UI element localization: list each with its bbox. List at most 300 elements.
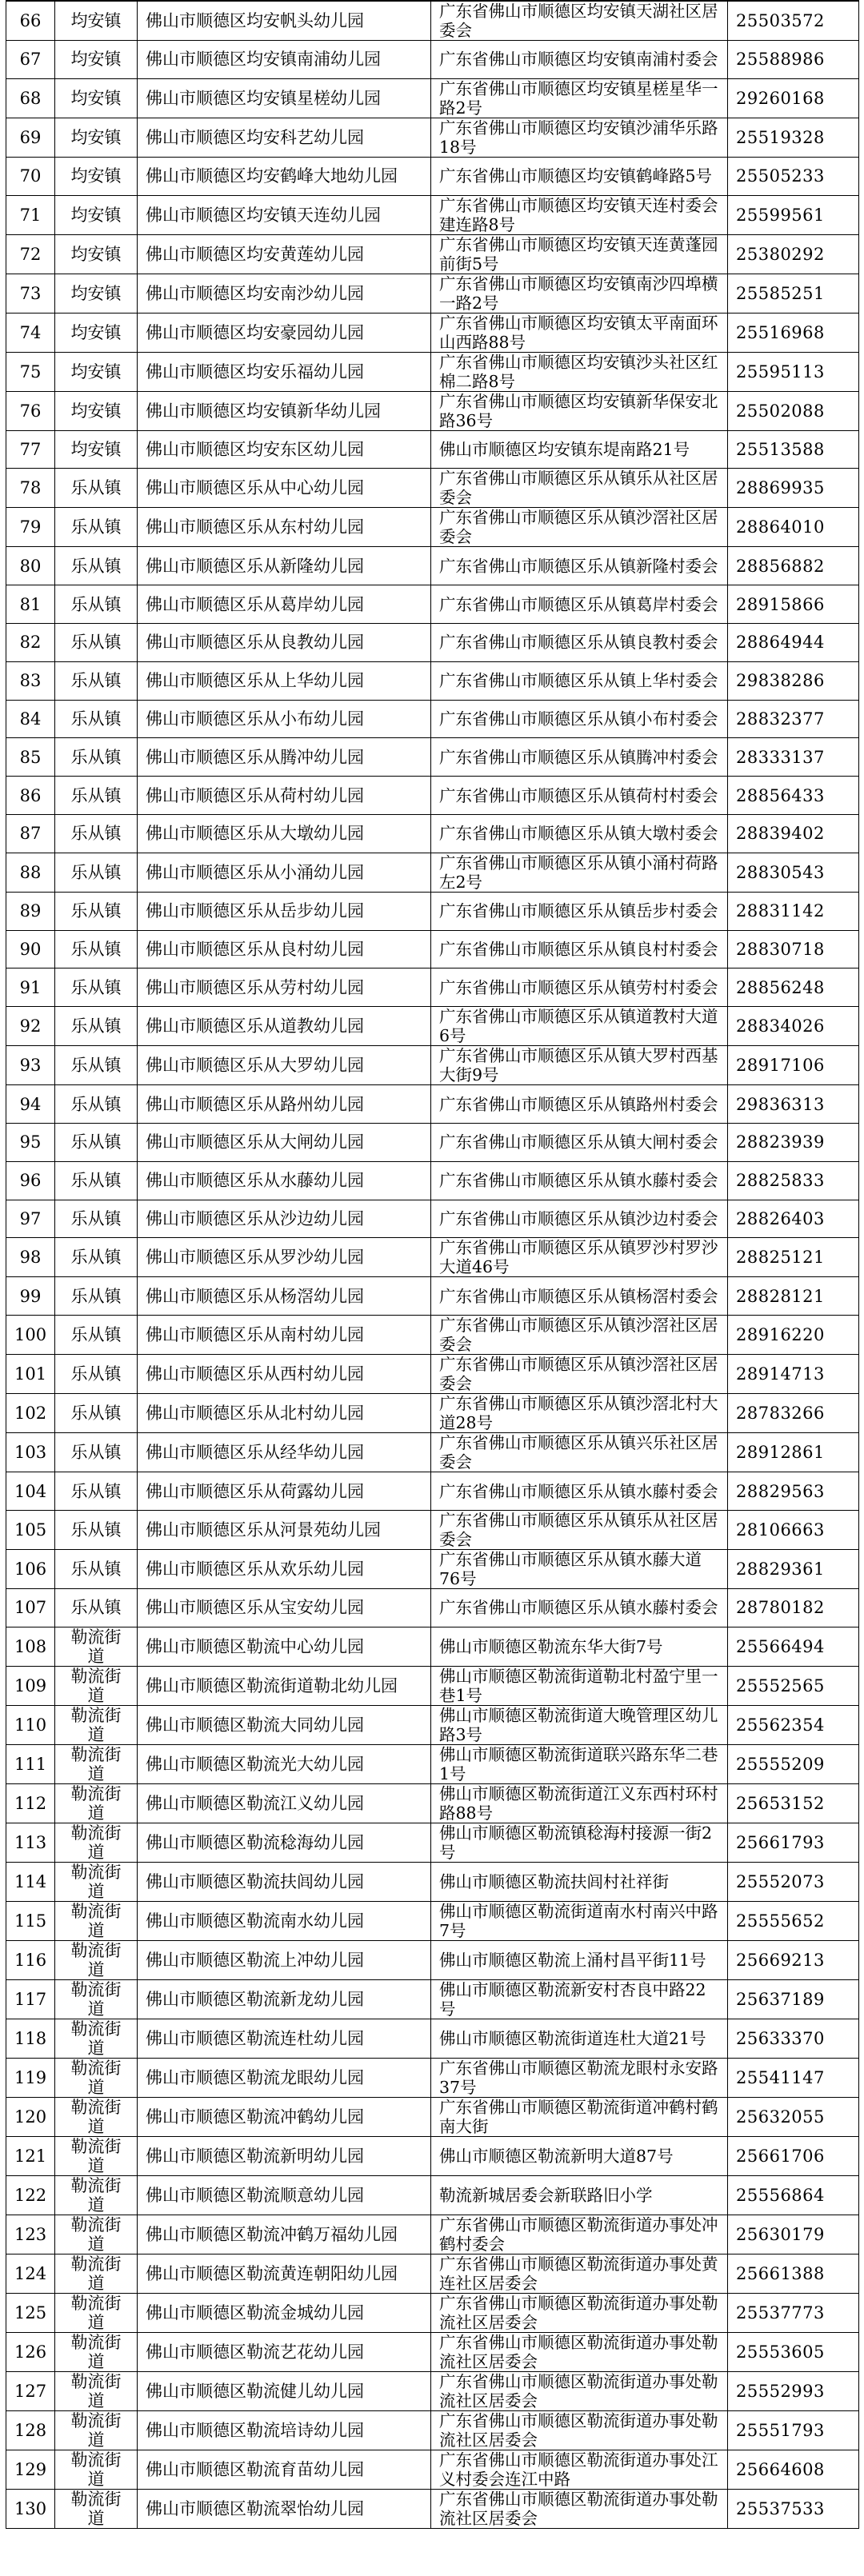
row-number: 96 (6, 1161, 55, 1200)
phone-cell: 28834026 (728, 1007, 859, 1046)
row-number: 106 (6, 1549, 55, 1588)
town-cell: 乐从镇 (55, 1046, 138, 1085)
table-row (6, 1472, 859, 1511)
row-number: 71 (6, 195, 55, 234)
row-number: 76 (6, 391, 55, 430)
table-row (6, 1277, 859, 1316)
table-row (6, 777, 859, 815)
town-cell: 勒流街道 (55, 2293, 138, 2332)
row-number: 120 (6, 2097, 55, 2136)
table-row (6, 391, 859, 430)
town-cell: 乐从镇 (55, 1085, 138, 1124)
kindergarten-name-cell: 佛山市顺德区乐从荷村幼儿园 (138, 777, 431, 815)
row-number: 74 (6, 313, 55, 352)
phone-cell: 28915866 (728, 585, 859, 624)
row-number: 91 (6, 968, 55, 1007)
table-row (6, 1085, 859, 1124)
row-number: 79 (6, 508, 55, 547)
row-number: 127 (6, 2371, 55, 2410)
row-number: 92 (6, 1007, 55, 1046)
town-cell: 勒流街道 (55, 2332, 138, 2371)
table-row (6, 1862, 859, 1901)
row-number: 112 (6, 1783, 55, 1823)
table-row (6, 157, 859, 195)
row-number: 75 (6, 352, 55, 391)
town-cell: 乐从镇 (55, 1588, 138, 1627)
row-number: 93 (6, 1046, 55, 1085)
table-row (6, 1901, 859, 1940)
row-number: 88 (6, 853, 55, 892)
phone-cell: 25633370 (728, 2019, 859, 2058)
table-row (6, 2450, 859, 2489)
table-row (6, 2136, 859, 2175)
row-number: 97 (6, 1200, 55, 1238)
address-cell: 广东省佛山市顺德区乐从镇水藤村委会 (431, 1588, 728, 1627)
row-number: 67 (6, 41, 55, 79)
town-cell: 乐从镇 (55, 738, 138, 777)
table-row (6, 700, 859, 738)
kindergarten-name-cell: 佛山市顺德区均安帆头幼儿园 (138, 1, 431, 41)
table-row (6, 1823, 859, 1862)
town-cell: 乐从镇 (55, 547, 138, 585)
address-cell: 广东省佛山市顺德区均安镇天湖社区居委会 (431, 1, 728, 41)
table-row (6, 1549, 859, 1588)
phone-cell: 25588986 (728, 41, 859, 79)
row-number: 78 (6, 469, 55, 508)
phone-cell: 28839402 (728, 814, 859, 853)
row-number: 86 (6, 777, 55, 815)
row-number: 95 (6, 1123, 55, 1161)
town-cell: 乐从镇 (55, 968, 138, 1007)
address-cell: 广东省佛山市顺德区乐从镇乐从社区居委会 (431, 469, 728, 508)
phone-cell: 28864944 (728, 623, 859, 661)
kindergarten-name-cell: 佛山市顺德区勒流连杜幼儿园 (138, 2019, 431, 2058)
table-row (6, 2097, 859, 2136)
address-cell: 广东省佛山市顺德区乐从镇良教村委会 (431, 623, 728, 661)
phone-cell: 29838286 (728, 661, 859, 700)
row-number: 119 (6, 2058, 55, 2097)
row-number: 124 (6, 2254, 55, 2293)
address-cell: 佛山市顺德区勒流上涌村昌平街11号 (431, 1940, 728, 1979)
town-cell: 勒流街道 (55, 1862, 138, 1901)
address-cell: 广东省佛山市顺德区乐从镇沙边村委会 (431, 1200, 728, 1238)
phone-cell: 29260168 (728, 78, 859, 118)
address-cell: 广东省佛山市顺德区乐从镇劳村村委会 (431, 968, 728, 1007)
row-number: 90 (6, 930, 55, 968)
row-number: 68 (6, 78, 55, 118)
address-cell: 广东省佛山市顺德区乐从镇大罗村西基大街9号 (431, 1046, 728, 1085)
address-cell: 佛山市顺德区勒流新安村杏良中路22号 (431, 1979, 728, 2019)
town-cell: 勒流街道 (55, 1705, 138, 1744)
table-row (6, 1123, 859, 1161)
address-cell: 广东省佛山市顺德区勒流街道办事处勒流社区居委会 (431, 2489, 728, 2528)
phone-cell: 25661388 (728, 2254, 859, 2293)
kindergarten-name-cell: 佛山市顺德区乐从大闸幼儿园 (138, 1123, 431, 1161)
kindergarten-name-cell: 佛山市顺德区均安乐福幼儿园 (138, 352, 431, 391)
town-cell: 勒流街道 (55, 2175, 138, 2215)
town-cell: 均安镇 (55, 274, 138, 313)
row-number: 123 (6, 2215, 55, 2254)
town-cell: 乐从镇 (55, 508, 138, 547)
town-cell: 勒流街道 (55, 1823, 138, 1862)
address-cell: 佛山市顺德区勒流扶闾村社祥街 (431, 1862, 728, 1901)
phone-cell: 28831142 (728, 892, 859, 930)
address-cell: 广东省佛山市顺德区乐从镇水藤村委会 (431, 1472, 728, 1511)
kindergarten-name-cell: 佛山市顺德区乐从道教幼儿园 (138, 1007, 431, 1046)
address-cell: 勒流新城居委会新联路旧小学 (431, 2175, 728, 2215)
town-cell: 勒流街道 (55, 1627, 138, 1666)
kindergarten-name-cell: 佛山市顺德区勒流新明幼儿园 (138, 2136, 431, 2175)
address-cell: 广东省佛山市顺德区均安镇沙浦华乐路18号 (431, 118, 728, 157)
phone-cell: 28832377 (728, 700, 859, 738)
kindergarten-name-cell: 佛山市顺德区勒流街道勒北幼儿园 (138, 1666, 431, 1705)
address-cell: 广东省佛山市顺德区乐从镇新隆村委会 (431, 547, 728, 585)
row-number: 70 (6, 157, 55, 195)
address-cell: 广东省佛山市顺德区勒流街道办事处黄连社区居委会 (431, 2254, 728, 2293)
phone-cell: 25630179 (728, 2215, 859, 2254)
phone-cell: 28856433 (728, 777, 859, 815)
phone-cell: 25519328 (728, 118, 859, 157)
address-cell: 广东省佛山市顺德区勒流街道冲鹤村鹤南大街 (431, 2097, 728, 2136)
phone-cell: 25537773 (728, 2293, 859, 2332)
address-cell: 广东省佛山市顺德区均安镇新华保安北路36号 (431, 391, 728, 430)
town-cell: 乐从镇 (55, 1238, 138, 1277)
kindergarten-name-cell: 佛山市顺德区均安镇星槎幼儿园 (138, 78, 431, 118)
phone-cell: 25632055 (728, 2097, 859, 2136)
address-cell: 广东省佛山市顺德区乐从镇荷村村委会 (431, 777, 728, 815)
town-cell: 均安镇 (55, 157, 138, 195)
table-row (6, 1238, 859, 1277)
table-row (6, 41, 859, 79)
town-cell: 勒流街道 (55, 2136, 138, 2175)
row-number: 116 (6, 1940, 55, 1979)
address-cell: 广东省佛山市顺德区勒流街道办事处勒流社区居委会 (431, 2410, 728, 2450)
address-cell: 广东省佛山市顺德区均安镇太平南面环山西路88号 (431, 313, 728, 352)
kindergarten-name-cell: 佛山市顺德区均安科艺幼儿园 (138, 118, 431, 157)
town-cell: 乐从镇 (55, 661, 138, 700)
address-cell: 广东省佛山市顺德区均安镇沙头社区红棉二路8号 (431, 352, 728, 391)
table-row (6, 2175, 859, 2215)
row-number: 125 (6, 2293, 55, 2332)
phone-cell: 28830543 (728, 853, 859, 892)
phone-cell: 28783266 (728, 1394, 859, 1433)
address-cell: 广东省佛山市顺德区乐从镇路州村委会 (431, 1085, 728, 1124)
town-cell: 勒流街道 (55, 2058, 138, 2097)
row-number: 117 (6, 1979, 55, 2019)
table-row (6, 2058, 859, 2097)
kindergarten-name-cell: 佛山市顺德区均安镇新华幼儿园 (138, 391, 431, 430)
kindergarten-name-cell: 佛山市顺德区勒流稔海幼儿园 (138, 1823, 431, 1862)
address-cell: 广东省佛山市顺德区均安镇南浦村委会 (431, 41, 728, 79)
phone-cell: 28856248 (728, 968, 859, 1007)
row-number: 129 (6, 2450, 55, 2489)
town-cell: 乐从镇 (55, 1007, 138, 1046)
row-number: 128 (6, 2410, 55, 2450)
address-cell: 佛山市顺德区勒流街道勒北村盈宁里一巷1号 (431, 1666, 728, 1705)
town-cell: 均安镇 (55, 41, 138, 79)
town-cell: 勒流街道 (55, 1666, 138, 1705)
town-cell: 乐从镇 (55, 814, 138, 853)
town-cell: 均安镇 (55, 195, 138, 234)
table-row (6, 585, 859, 624)
kindergarten-name-cell: 佛山市顺德区勒流大同幼儿园 (138, 1705, 431, 1744)
kindergarten-name-cell: 佛山市顺德区乐从葛岸幼儿园 (138, 585, 431, 624)
phone-cell: 25552565 (728, 1666, 859, 1705)
town-cell: 乐从镇 (55, 1161, 138, 1200)
address-cell: 广东省佛山市顺德区乐从镇罗沙村罗沙大道46号 (431, 1238, 728, 1277)
address-cell: 广东省佛山市顺德区乐从镇沙滘社区居委会 (431, 1355, 728, 1394)
town-cell: 勒流街道 (55, 2410, 138, 2450)
town-cell: 均安镇 (55, 118, 138, 157)
phone-cell: 28333137 (728, 738, 859, 777)
town-cell: 乐从镇 (55, 700, 138, 738)
address-cell: 佛山市顺德区均安镇东堤南路21号 (431, 430, 728, 469)
row-number: 73 (6, 274, 55, 313)
address-cell: 佛山市顺德区勒流街道大晚管理区幼儿路3号 (431, 1705, 728, 1744)
address-cell: 广东省佛山市顺德区乐从镇乐从社区居委会 (431, 1510, 728, 1549)
kindergarten-name-cell: 佛山市顺德区勒流健儿幼儿园 (138, 2371, 431, 2410)
address-cell: 广东省佛山市顺德区均安镇鹤峰路5号 (431, 157, 728, 195)
address-cell: 佛山市顺德区勒流街道江义东西村环村路88号 (431, 1783, 728, 1823)
row-number: 108 (6, 1627, 55, 1666)
kindergarten-name-cell: 佛山市顺德区乐从岳步幼儿园 (138, 892, 431, 930)
address-cell: 广东省佛山市顺德区乐从镇腾冲村委会 (431, 738, 728, 777)
table-row (6, 1783, 859, 1823)
town-cell: 勒流街道 (55, 2215, 138, 2254)
kindergarten-name-cell: 佛山市顺德区乐从经华幼儿园 (138, 1433, 431, 1472)
address-cell: 广东省佛山市顺德区均安镇星槎星华一路2号 (431, 78, 728, 118)
phone-cell: 25380292 (728, 234, 859, 274)
phone-cell: 25556864 (728, 2175, 859, 2215)
table-row (6, 547, 859, 585)
town-cell: 乐从镇 (55, 930, 138, 968)
table-row (6, 2254, 859, 2293)
phone-cell: 25516968 (728, 313, 859, 352)
kindergarten-name-cell: 佛山市顺德区乐从沙边幼儿园 (138, 1200, 431, 1238)
town-cell: 乐从镇 (55, 1123, 138, 1161)
address-cell: 广东省佛山市顺德区均安镇天连黄蓬园前街5号 (431, 234, 728, 274)
kindergarten-name-cell: 佛山市顺德区乐从北村幼儿园 (138, 1394, 431, 1433)
table-row (6, 1744, 859, 1783)
kindergarten-name-cell: 佛山市顺德区勒流光大幼儿园 (138, 1744, 431, 1783)
phone-cell: 28829563 (728, 1472, 859, 1511)
row-number: 98 (6, 1238, 55, 1277)
kindergarten-name-cell: 佛山市顺德区勒流冲鹤万福幼儿园 (138, 2215, 431, 2254)
row-number: 66 (6, 1, 55, 41)
address-cell: 广东省佛山市顺德区勒流街道办事处勒流社区居委会 (431, 2293, 728, 2332)
town-cell: 乐从镇 (55, 1472, 138, 1511)
kindergarten-name-cell: 佛山市顺德区乐从路州幼儿园 (138, 1085, 431, 1124)
table-row (6, 2019, 859, 2058)
row-number: 105 (6, 1510, 55, 1549)
kindergarten-name-cell: 佛山市顺德区勒流江义幼儿园 (138, 1783, 431, 1823)
town-cell: 均安镇 (55, 391, 138, 430)
phone-cell: 28864010 (728, 508, 859, 547)
table-row (6, 2293, 859, 2332)
kindergarten-name-cell: 佛山市顺德区乐从水藤幼儿园 (138, 1161, 431, 1200)
address-cell: 广东省佛山市顺德区乐从镇沙滘社区居委会 (431, 508, 728, 547)
phone-cell: 25552073 (728, 1862, 859, 1901)
table-row (6, 1007, 859, 1046)
phone-cell: 25669213 (728, 1940, 859, 1979)
table-row (6, 2371, 859, 2410)
phone-cell: 25553605 (728, 2332, 859, 2371)
kindergarten-roster-table (6, 0, 859, 2529)
town-cell: 均安镇 (55, 430, 138, 469)
kindergarten-name-cell: 佛山市顺德区勒流上冲幼儿园 (138, 1940, 431, 1979)
town-cell: 勒流街道 (55, 1783, 138, 1823)
kindergarten-name-cell: 佛山市顺德区勒流新龙幼儿园 (138, 1979, 431, 2019)
kindergarten-name-cell: 佛山市顺德区乐从腾冲幼儿园 (138, 738, 431, 777)
row-number: 72 (6, 234, 55, 274)
table-row (6, 853, 859, 892)
town-cell: 勒流街道 (55, 2019, 138, 2058)
address-cell: 广东省佛山市顺德区乐从镇上华村委会 (431, 661, 728, 700)
town-cell: 均安镇 (55, 352, 138, 391)
phone-cell: 25661793 (728, 1823, 859, 1862)
row-number: 122 (6, 2175, 55, 2215)
row-number: 118 (6, 2019, 55, 2058)
table-row (6, 1705, 859, 1744)
address-cell: 佛山市顺德区勒流新明大道87号 (431, 2136, 728, 2175)
town-cell: 乐从镇 (55, 777, 138, 815)
table-row (6, 1394, 859, 1433)
table-row (6, 930, 859, 968)
row-number: 121 (6, 2136, 55, 2175)
table-row (6, 814, 859, 853)
kindergarten-name-cell: 佛山市顺德区勒流金城幼儿园 (138, 2293, 431, 2332)
kindergarten-name-cell: 佛山市顺德区勒流南水幼儿园 (138, 1901, 431, 1940)
row-number: 110 (6, 1705, 55, 1744)
kindergarten-name-cell: 佛山市顺德区均安鹤峰大地幼儿园 (138, 157, 431, 195)
kindergarten-name-cell: 佛山市顺德区均安黄莲幼儿园 (138, 234, 431, 274)
address-cell: 佛山市顺德区勒流街道联兴路东华二巷1号 (431, 1744, 728, 1783)
kindergarten-name-cell: 佛山市顺德区乐从西村幼儿园 (138, 1355, 431, 1394)
row-number: 115 (6, 1901, 55, 1940)
phone-cell: 28869935 (728, 469, 859, 508)
address-cell: 佛山市顺德区勒流街道连杜大道21号 (431, 2019, 728, 2058)
table-row (6, 274, 859, 313)
phone-cell: 25585251 (728, 274, 859, 313)
kindergarten-name-cell: 佛山市顺德区均安南沙幼儿园 (138, 274, 431, 313)
phone-cell: 28828121 (728, 1277, 859, 1316)
table-row (6, 313, 859, 352)
phone-cell: 28830718 (728, 930, 859, 968)
row-number: 104 (6, 1472, 55, 1511)
kindergarten-name-cell: 佛山市顺德区勒流培诗幼儿园 (138, 2410, 431, 2450)
phone-cell: 28780182 (728, 1588, 859, 1627)
address-cell: 广东省佛山市顺德区勒流街道办事处勒流社区居委会 (431, 2371, 728, 2410)
address-cell: 广东省佛山市顺德区乐从镇岳步村委会 (431, 892, 728, 930)
kindergarten-name-cell: 佛山市顺德区乐从中心幼儿园 (138, 469, 431, 508)
town-cell: 乐从镇 (55, 1433, 138, 1472)
row-number: 84 (6, 700, 55, 738)
address-cell: 广东省佛山市顺德区乐从镇杨滘村委会 (431, 1277, 728, 1316)
town-cell: 均安镇 (55, 78, 138, 118)
kindergarten-name-cell: 佛山市顺德区乐从小涌幼儿园 (138, 853, 431, 892)
address-cell: 广东省佛山市顺德区勒流街道办事处江义村委会连江中路 (431, 2450, 728, 2489)
phone-cell: 25664608 (728, 2450, 859, 2489)
phone-cell: 25562354 (728, 1705, 859, 1744)
town-cell: 勒流街道 (55, 1979, 138, 2019)
address-cell: 广东省佛山市顺德区乐从镇良村村委会 (431, 930, 728, 968)
kindergarten-name-cell: 佛山市顺德区乐从河景苑幼儿园 (138, 1510, 431, 1549)
table-row (6, 1200, 859, 1238)
table-row (6, 2332, 859, 2371)
table-row (6, 738, 859, 777)
phone-cell: 28106663 (728, 1510, 859, 1549)
kindergarten-name-cell: 佛山市顺德区乐从劳村幼儿园 (138, 968, 431, 1007)
town-cell: 勒流街道 (55, 1940, 138, 1979)
address-cell: 广东省佛山市顺德区均安镇天连村委会建连路8号 (431, 195, 728, 234)
town-cell: 乐从镇 (55, 1510, 138, 1549)
table-row (6, 352, 859, 391)
phone-cell: 29836313 (728, 1085, 859, 1124)
kindergarten-name-cell: 佛山市顺德区均安镇南浦幼儿园 (138, 41, 431, 79)
town-cell: 勒流街道 (55, 2254, 138, 2293)
kindergarten-name-cell: 佛山市顺德区乐从杨滘幼儿园 (138, 1277, 431, 1316)
table-row (6, 1588, 859, 1627)
kindergarten-name-cell: 佛山市顺德区乐从小布幼儿园 (138, 700, 431, 738)
phone-cell: 25555652 (728, 1901, 859, 1940)
kindergarten-name-cell: 佛山市顺德区均安豪园幼儿园 (138, 313, 431, 352)
phone-cell: 28823939 (728, 1123, 859, 1161)
table-row (6, 1666, 859, 1705)
phone-cell: 25503572 (728, 1, 859, 41)
town-cell: 乐从镇 (55, 1394, 138, 1433)
phone-cell: 25653152 (728, 1783, 859, 1823)
phone-cell: 25552993 (728, 2371, 859, 2410)
row-number: 114 (6, 1862, 55, 1901)
address-cell: 广东省佛山市顺德区勒流街道办事处冲鹤村委会 (431, 2215, 728, 2254)
town-cell: 勒流街道 (55, 2450, 138, 2489)
phone-cell: 25513588 (728, 430, 859, 469)
address-cell: 佛山市顺德区勒流街道南水村南兴中路7号 (431, 1901, 728, 1940)
phone-cell: 25537533 (728, 2489, 859, 2528)
phone-cell: 25595113 (728, 352, 859, 391)
address-cell: 佛山市顺德区勒流东华大街7号 (431, 1627, 728, 1666)
row-number: 80 (6, 547, 55, 585)
table-row (6, 1979, 859, 2019)
phone-cell: 28829361 (728, 1549, 859, 1588)
address-cell: 佛山市顺德区勒流镇稔海村接源一街2号 (431, 1823, 728, 1862)
kindergarten-name-cell: 佛山市顺德区乐从东村幼儿园 (138, 508, 431, 547)
table-row (6, 623, 859, 661)
kindergarten-name-cell: 佛山市顺德区乐从新隆幼儿园 (138, 547, 431, 585)
row-number: 100 (6, 1316, 55, 1355)
kindergarten-name-cell: 佛山市顺德区乐从宝安幼儿园 (138, 1588, 431, 1627)
phone-cell: 25661706 (728, 2136, 859, 2175)
phone-cell: 28914713 (728, 1355, 859, 1394)
address-cell: 广东省佛山市顺德区均安镇南沙四埠横一路2号 (431, 274, 728, 313)
phone-cell: 28917106 (728, 1046, 859, 1085)
table-row (6, 1510, 859, 1549)
kindergarten-name-cell: 佛山市顺德区勒流扶闾幼儿园 (138, 1862, 431, 1901)
kindergarten-name-cell: 佛山市顺德区勒流黄连朝阳幼儿园 (138, 2254, 431, 2293)
row-number: 103 (6, 1433, 55, 1472)
table-row (6, 1, 859, 41)
kindergarten-name-cell: 佛山市顺德区乐从大罗幼儿园 (138, 1046, 431, 1085)
town-cell: 均安镇 (55, 1, 138, 41)
phone-cell: 25551793 (728, 2410, 859, 2450)
address-cell: 广东省佛山市顺德区乐从镇兴乐社区居委会 (431, 1433, 728, 1472)
row-number: 69 (6, 118, 55, 157)
row-number: 107 (6, 1588, 55, 1627)
kindergarten-name-cell: 佛山市顺德区勒流翠怡幼儿园 (138, 2489, 431, 2528)
address-cell: 广东省佛山市顺德区乐从镇水藤大道76号 (431, 1549, 728, 1588)
kindergarten-name-cell: 佛山市顺德区乐从荷露幼儿园 (138, 1472, 431, 1511)
town-cell: 均安镇 (55, 313, 138, 352)
